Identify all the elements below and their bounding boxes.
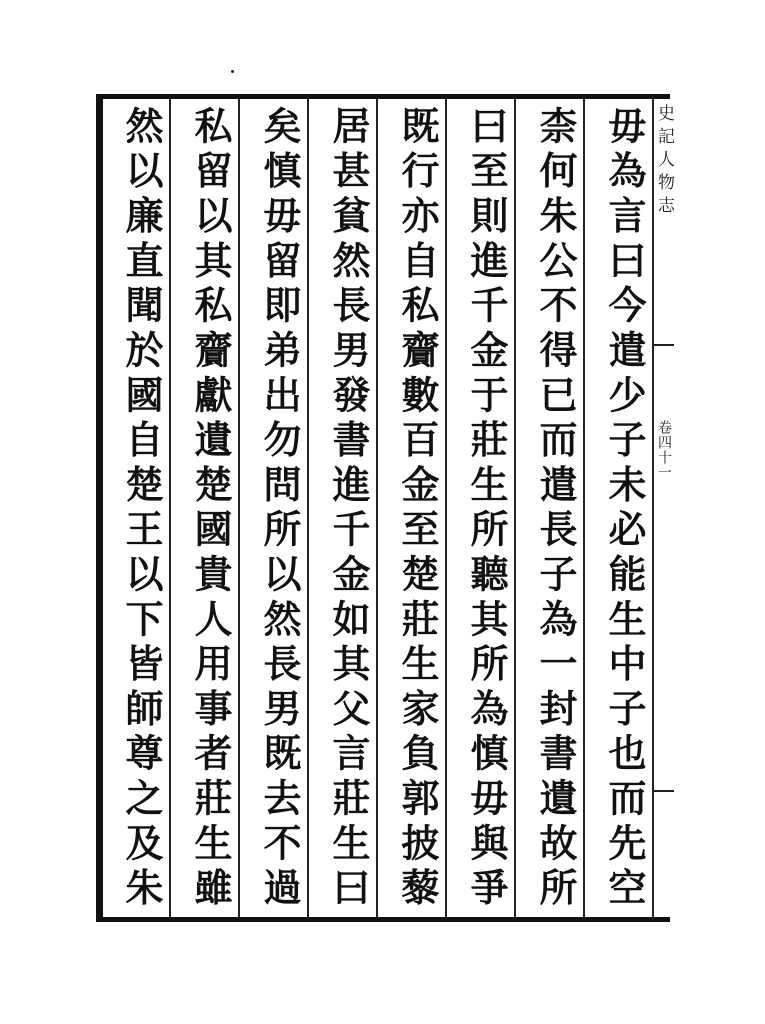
column-rule: [445, 99, 447, 917]
ink-dot: [231, 70, 234, 73]
margin-column: [652, 96, 676, 920]
margin-book-title: 史記人物志: [654, 104, 674, 219]
text-column-3: 曰至則進千金于莊生所聽其所為慎毋與爭: [464, 106, 509, 912]
column-rule: [514, 99, 516, 917]
text-column-7: 私留以其私齎獻遺楚國貴人用事者莊生雖: [188, 106, 233, 912]
column-rule: [376, 99, 378, 917]
column-rule: [307, 99, 309, 917]
page-frame: [96, 94, 670, 922]
text-column-1: 毋為言曰今遣少子未必能生中子也而先空: [602, 106, 647, 912]
fishtail-top: [652, 344, 674, 346]
text-column-5: 居甚貧然長男發書進千金如其父言莊生曰: [326, 106, 371, 912]
margin-volume-number: 卷四十一: [656, 420, 672, 480]
fishtail-bottom: [652, 790, 674, 792]
column-rule: [169, 99, 171, 917]
text-column-4: 既行亦自私齎數百金至楚莊生家負郭披藜: [395, 106, 440, 912]
text-column-6: 矣慎毋留即弟出勿問所以然長男既去不過: [257, 106, 302, 912]
column-rule: [583, 99, 585, 917]
column-rule: [238, 99, 240, 917]
text-column-2: 柰何朱公不得已而遣長子為一封書遺故所: [533, 106, 578, 912]
text-column-8: 然以廉直聞於國自楚王以下皆師尊之及朱: [119, 106, 164, 912]
